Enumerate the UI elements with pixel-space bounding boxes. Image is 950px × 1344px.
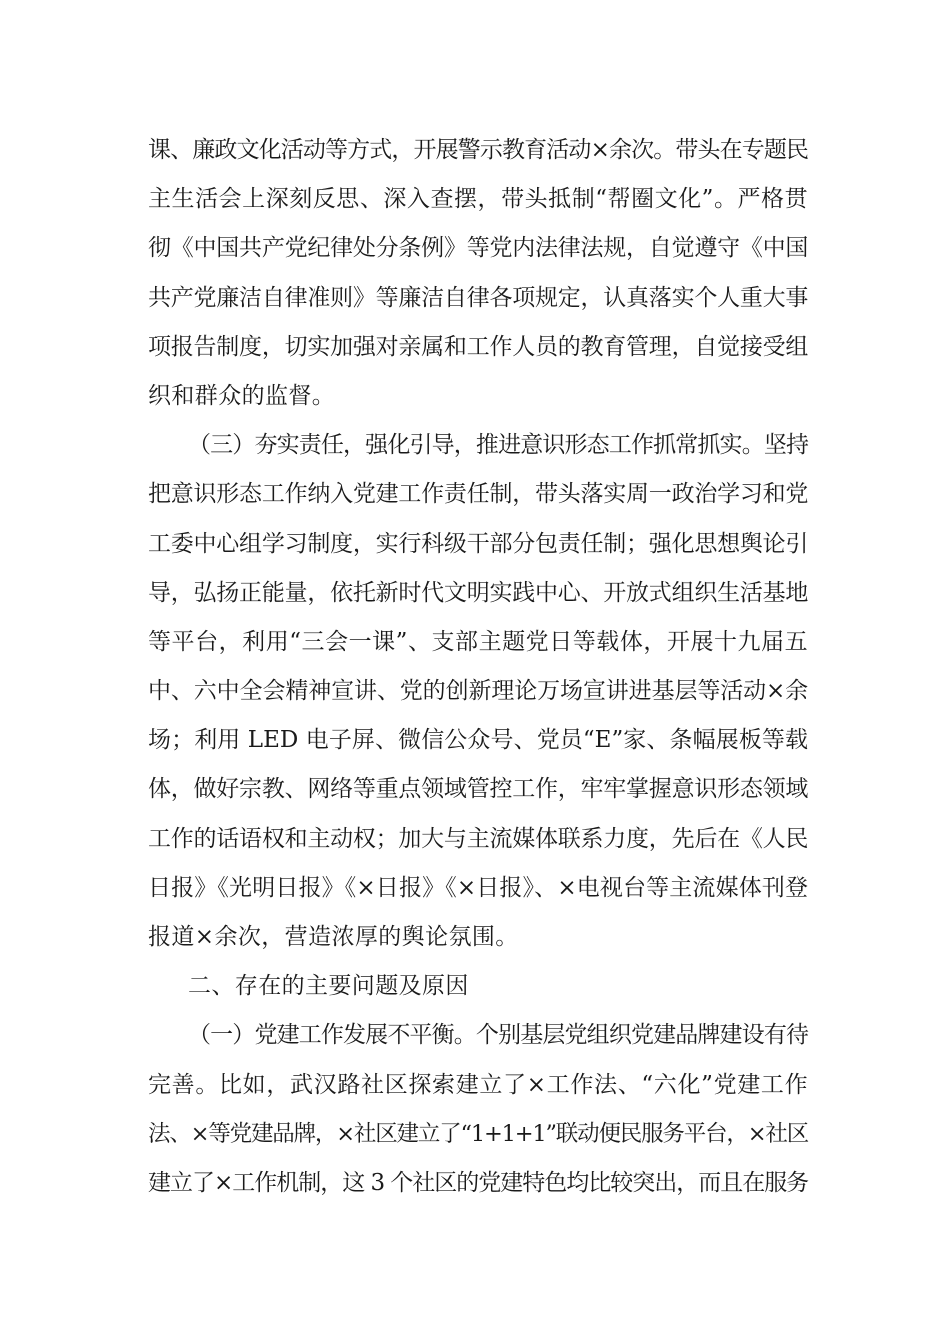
section-heading-1: （一）党建工作发展不平衡。个别基层党组织党建品牌建设有待 xyxy=(188,1022,808,1049)
text-line: 课、廉政文化活动等方式，开展警示教育活动×余次。带头在专题民 xyxy=(148,137,808,163)
text-line: 主生活会上深刻反思、深入查摆，带头抵制“帮圈文化”。严格贯 xyxy=(148,186,808,213)
text-line: 完善。比如，武汉路社区探索建立了×工作法、“六化”党建工作 xyxy=(148,1071,808,1098)
text-line: 报道×余次，营造浓厚的舆论氛围。 xyxy=(148,924,519,950)
text-line: 把意识形态工作纳入党建工作责任制，带头落实周一政治学习和党 xyxy=(148,481,808,508)
text-line: 等平台，利用“三会一课”、支部主题党日等载体，开展十九届五 xyxy=(148,628,808,655)
text-line: 场；利用 LED 电子屏、微信公众号、党员“E”家、条幅展板等载 xyxy=(148,727,808,754)
text-line: 共产党廉洁自律准则》等廉洁自律各项规定，认真落实个人重大事 xyxy=(148,284,808,311)
section-heading-2: 二、存在的主要问题及原因 xyxy=(188,973,469,1000)
text-line: 法、×等党建品牌，×社区建立了“1+1+1”联动便民服务平台，×社区 xyxy=(148,1120,808,1147)
text-line: 中、六中全会精神宣讲、党的创新理论万场宣讲进基层等活动×余 xyxy=(148,678,808,705)
text-line: 彻《中国共产党纪律处分条例》等党内法律法规，自觉遵守《中国 xyxy=(148,235,808,262)
text-line: 日报》《光明日报》《×日报》《×日报》、×电视台等主流媒体刊登 xyxy=(148,874,808,901)
text-line: 工委中心组学习制度，实行科级干部分包责任制；强化思想舆论引 xyxy=(148,530,808,557)
text-line: 体，做好宗教、网络等重点领域管控工作，牢牢掌握意识形态领域 xyxy=(148,776,808,803)
text-line: 工作的话语权和主动权；加大与主流媒体联系力度，先后在《人民 xyxy=(148,825,808,852)
document-body xyxy=(148,126,808,1208)
text-line: 导，弘扬正能量，依托新时代文明实践中心、开放式组织生活基地 xyxy=(148,579,808,606)
text-line: 项报告制度，切实加强对亲属和工作人员的教育管理，自觉接受组 xyxy=(148,333,808,360)
text-line: 建立了×工作机制，这 3 个社区的党建特色均比较突出，而且在服务 xyxy=(148,1169,808,1196)
text-line: 织和群众的监督。 xyxy=(148,382,336,409)
section-heading-3: （三）夯实责任，强化引导，推进意识形态工作抓常抓实。坚持 xyxy=(188,432,808,459)
